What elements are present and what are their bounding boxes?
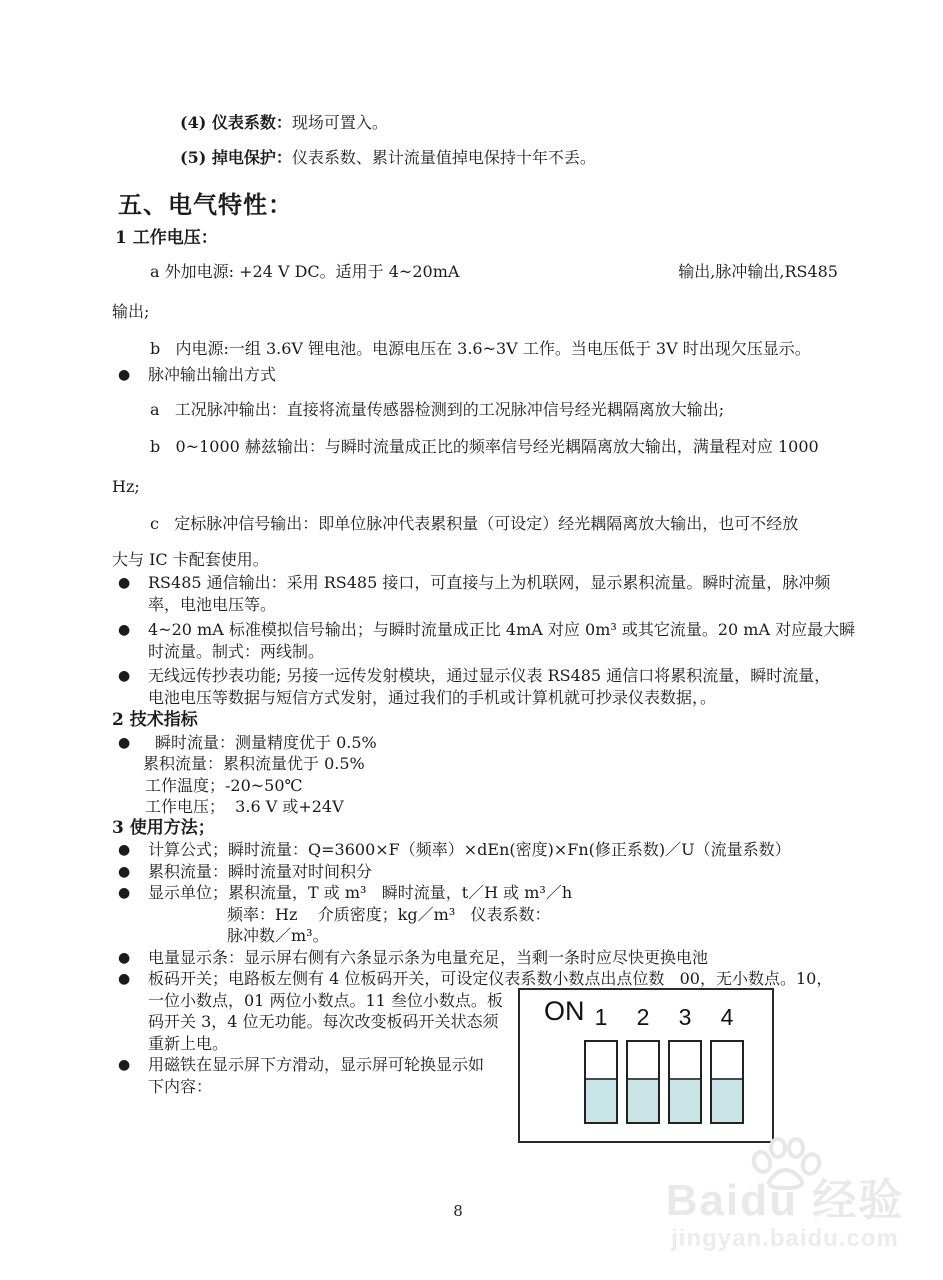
feature-item-4-label: (4) 仪表系数： [180, 113, 292, 132]
bullet-display-units [112, 882, 838, 904]
line-internal-power: b 内电源:一组 3.6V 锂电池。电源电压在 3.6~3V 工作。当电压低于 3V 时出现欠压显示。 [150, 339, 811, 358]
feature-item-5 [180, 147, 838, 168]
bullet-dip-switch [112, 968, 838, 990]
baidu-jingyan-watermark [640, 1136, 930, 1254]
feature-item-5-label: (5) 掉电保护： [180, 148, 292, 167]
line-analog-output-cont: 时流量。制式：两线制。 [148, 641, 325, 661]
bullet-icon: ● [118, 842, 131, 858]
dip-switch-4 [710, 1040, 744, 1124]
pulse-output-mode-text: 脉冲输出输出方式 [148, 365, 277, 384]
external-power-text: a 外加电源: +24 V DC。适用于 4~20mA [150, 262, 460, 281]
dip-switch-4-label: 4 [720, 1004, 734, 1030]
bullet-integral [112, 861, 838, 883]
dip-switch-4-slider [712, 1078, 742, 1122]
subheading-tech-specs: 2 技术指标 [112, 710, 198, 730]
watermark-brand-cn: 经验 [812, 1176, 905, 1225]
bullet-icon: ● [118, 863, 131, 880]
dip-switch-diagram [518, 988, 774, 1143]
line-output-cont: 输出; [112, 302, 150, 321]
dip-switch-2-slider [628, 1078, 658, 1122]
line-pulse-a: a 工况脉冲输出：直接将流量传感器检测到的工况脉冲信号经光耦隔离放大输出; [150, 400, 725, 419]
line-dip-switch-2: 一位小数点，01 两位小数点。11 叁位小数点。板 [148, 990, 503, 1010]
external-power-outputs: 输出,脉冲输出,RS485 [678, 262, 838, 281]
bullet-icon: ● [118, 949, 131, 966]
battery-bar-text: 电量显示条：显示屏右侧有六条显示条为电量充足，当剩一条时应尽快更换电池 [148, 947, 709, 967]
dip-switch-column-1 [584, 1004, 618, 1124]
bullet-rs485-output [112, 572, 838, 594]
bullet-icon: ● [118, 367, 131, 383]
bullet-analog-output [112, 619, 856, 641]
flow-accuracy-text: 瞬时流量：测量精度优于 0.5% [155, 732, 377, 752]
line-display-units-3: 脉冲数／m³。 [227, 926, 329, 945]
line-wireless-reading-cont: 电池电压等数据与短信方式发射，通过我们的手机或计算机就可抄录仪表数据，。 [148, 687, 717, 707]
bullet-icon: ● [118, 1057, 131, 1073]
line-hz-cont: Hz; [112, 477, 140, 496]
subheading-working-voltage: 1 工作电压： [115, 228, 218, 248]
display-units-line1: 显示单位；累积流量，T 或 m³ 瞬时流量，t／H 或 m³／h [148, 883, 573, 902]
dip-switch-3-slider [670, 1078, 700, 1122]
dip-switch-columns [584, 1004, 744, 1124]
bullet-icon: ● [118, 885, 131, 901]
bullet-icon: ● [118, 575, 131, 591]
bullet-pulse-output-mode [112, 364, 838, 385]
magnet-line1: 用磁铁在显示屏下方滑动，显示屏可轮换显示如 [148, 1055, 485, 1074]
line-temp-range: 工作温度；-20~50℃ [145, 775, 303, 795]
dip-switch-3 [668, 1040, 702, 1124]
feature-item-5-text: 仪表系数、累计流量值掉电保持十年不丢。 [291, 148, 596, 167]
rs485-output-line1: RS485 通信输出：采用 RS485 接口，可直接与上为机联网，显示累积流量。瞬时流量，脉冲频 [148, 573, 831, 592]
dip-switch-line1: 板码开关；电路板左侧有 4 位板码开关，可设定仪表系数小数点出点位数 00，无小数点。10， [148, 969, 833, 988]
document-body [112, 112, 856, 1097]
line-ic-card-cont: 大与 IC 卡配套使用。 [112, 550, 269, 569]
bullet-wireless-reading [112, 665, 838, 687]
dip-switch-3-label: 3 [678, 1004, 692, 1030]
feature-item-4-text: 现场可置入。 [291, 113, 388, 132]
page-number: 8 [453, 1202, 463, 1220]
dip-switch-column-2 [626, 1004, 660, 1124]
line-display-units-2: 频率：Hz 介质密度；kg／m³ 仪表系数： [227, 904, 551, 924]
formula-text: 计算公式；瞬时流量：Q=3600×F（频率）×dEn(密度)×Fn(修正系数)／U（流量系数） [148, 840, 791, 859]
bullet-battery-bar [112, 947, 838, 969]
dip-switch-1-label: 1 [594, 1004, 608, 1030]
integral-text: 累积流量：瞬时流量对时间积分 [148, 861, 373, 881]
dip-switch-2 [626, 1040, 660, 1124]
wireless-reading-line1: 无线远传抄表功能; 另接一远传发射模块，通过显示仪表 RS485 通信口将累积流量，瞬时流量， [148, 666, 831, 685]
subheading-usage: 3 使用方法； [112, 817, 215, 838]
watermark-url: jingyan.baidu.com [671, 1225, 899, 1252]
dip-switch-column-3 [668, 1004, 702, 1124]
line-pulse-c: c 定标脉冲信号输出：即单位脉冲代表累积量（可设定）经光耦隔离放大输出，也可不经放 [150, 514, 799, 533]
analog-output-line1: 4~20 mA 标准模拟信号输出；与瞬时流量成正比 4mA 对应 0m³ 或其它流量。20 mA 对应最大瞬 [148, 620, 856, 639]
bullet-icon: ● [118, 971, 131, 987]
line-magnet-2: 下内容： [148, 1076, 213, 1096]
bullet-icon: ● [118, 668, 131, 684]
bullet-icon: ● [118, 734, 131, 751]
line-pulse-b: b 0~1000 赫兹输出：与瞬时流量成正比的频率信号经光耦隔离放大输出，满量程对应 1000 [150, 437, 819, 456]
line-dip-switch-4: 重新上电。 [148, 1033, 229, 1053]
bullet-flow-accuracy [112, 732, 838, 754]
dip-switch-2-label: 2 [636, 1004, 650, 1030]
line-external-power [112, 261, 838, 282]
line-dip-switch-3: 码开关 3，4 位无功能。每次改变板码开关状态须 [148, 1012, 499, 1031]
dip-switch-1 [584, 1040, 618, 1124]
line-total-accuracy: 累积流量：累积流量优于 0.5% [143, 754, 365, 773]
dip-switch-column-4 [710, 1004, 744, 1124]
dip-switch-1-slider [586, 1078, 616, 1122]
line-rs485-output-cont: 率，电池电压等。 [148, 594, 277, 614]
dip-on-label: ON [544, 996, 585, 1026]
feature-item-4 [180, 112, 838, 133]
bullet-icon: ● [118, 622, 131, 638]
line-work-voltage: 工作电压； 3.6 V 或+24V [145, 797, 344, 816]
section-heading-electrical: 五、电气特性： [118, 190, 293, 219]
bullet-formula [112, 839, 838, 861]
watermark-brand-latin: Baidu [665, 1176, 798, 1225]
